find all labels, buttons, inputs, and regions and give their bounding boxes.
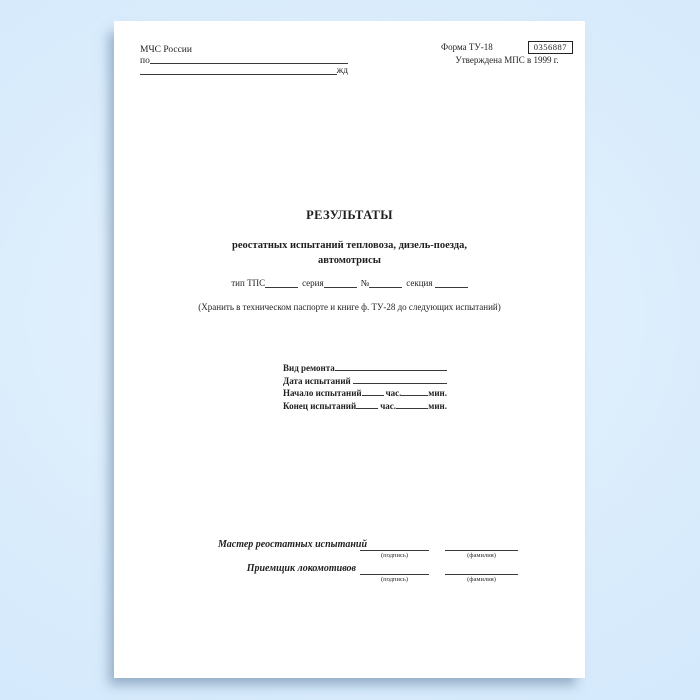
number-label: №	[360, 278, 370, 288]
blank-line	[150, 63, 348, 64]
signer-role: Приемщик локомотивов	[246, 563, 356, 574]
railway-suffix: жд	[336, 66, 348, 76]
blank-line	[445, 563, 518, 575]
form-number-box: 0356887	[528, 41, 573, 54]
signature-field	[360, 563, 429, 584]
railway-prefix: по	[140, 55, 150, 66]
blank-line	[140, 74, 337, 75]
repair-type-label: Вид ремонта	[283, 362, 335, 373]
test-end-row	[283, 398, 447, 411]
hours-label: час.	[380, 401, 397, 412]
test-start-label: Начало испытаний	[283, 388, 362, 399]
signature-field	[360, 539, 429, 560]
subtitle-line2: автомотрисы	[318, 255, 381, 266]
blank-line	[360, 563, 429, 575]
signature-row-inspector	[218, 563, 528, 584]
form-approval-note: Утверждена МПС в 1999 г.	[455, 54, 559, 65]
signer-role: Мастер реостатных испытаний	[218, 539, 368, 550]
blank-line	[356, 408, 378, 409]
minutes-label: мин.	[428, 401, 447, 412]
signature-caption: (подпись)	[381, 576, 408, 583]
repair-type-row	[283, 360, 447, 373]
series-label: серия	[302, 278, 324, 288]
blank-line	[401, 395, 428, 396]
signature-caption: (подпись)	[381, 552, 408, 559]
header-left-block	[140, 45, 348, 77]
signature-block	[218, 539, 528, 587]
blank-line	[445, 539, 518, 551]
blank-line	[362, 395, 384, 396]
blank-line	[353, 383, 447, 384]
surname-caption: (фамилия)	[467, 576, 496, 583]
section-label: секция	[406, 278, 433, 288]
agency-name: МЧС России	[140, 45, 192, 55]
surname-field	[445, 539, 518, 560]
blank-line	[265, 283, 298, 288]
minutes-label: мин.	[428, 388, 447, 399]
test-start-row	[283, 386, 447, 399]
surname-caption: (фамилия)	[467, 552, 496, 559]
test-date-label: Дата испытаний	[283, 375, 353, 386]
form-id-row	[441, 41, 573, 54]
tps-type-label: тип ТПС	[231, 278, 266, 288]
test-end-label: Конец испытаний	[283, 401, 357, 412]
storage-note: (Хранить в техническом паспорте и книге ф. ТУ-28 до следующих испытаний)	[198, 302, 501, 312]
railway-line-row1	[140, 56, 348, 67]
blank-line	[396, 408, 428, 409]
hours-label: час.	[385, 388, 402, 399]
blank-line	[360, 539, 429, 551]
test-date-row	[283, 373, 447, 386]
signature-row-master	[218, 539, 528, 560]
blank-line	[369, 283, 402, 288]
document-subtitle	[114, 238, 585, 268]
document-title: РЕЗУЛЬТАТЫ	[306, 208, 393, 222]
document-page	[114, 21, 585, 678]
form-label: Форма ТУ-18	[441, 42, 493, 53]
railway-line-row2	[140, 66, 348, 77]
blank-line	[324, 283, 357, 288]
subtitle-line1: реостатных испытаний тепловоза, дизель-поезда,	[232, 240, 467, 251]
header-right-block	[441, 41, 573, 66]
tps-type-line	[114, 278, 585, 288]
blank-line	[435, 283, 468, 288]
surname-field	[445, 563, 518, 584]
blank-line	[335, 370, 447, 371]
test-details-block	[283, 360, 447, 411]
